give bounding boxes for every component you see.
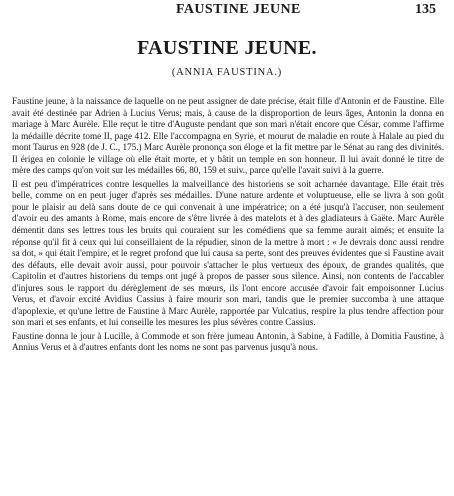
paragraph-1: Faustine jeune, à la naissance de laquelle on ne peut assigner de date précise, était fille d'Antonin et de Faustine. Elle avait été destinée par Adrien à Lucius Verus; mais, à cause de la disproportion de leurs âges, Antonin la donna en mariage à Marc Aurèle. Elle reçut le titre d'Auguste pendant que son mari n'était encore que César, comme l'affirme la médaille décrite tome II, page 412. Elle l'accompagna en Syrie, et mourut de maladie en route à Halale au pied du mont Taurus en 928 (de J. C., 175.) Marc Aurèle prononça son éloge et la fit mettre par le Sénat au rang des divinités. Il érigea en colonie le village où elle était morte, et y bâtit un temple en son honneur. Il lui avait donné le titre de mère des camps qu'on voit sur les médailles 66, 80, 159 et suiv., parce qu'elle l'avait suivi à la guerre. xyxy=(12,96,444,176)
page-number: 135 xyxy=(415,2,436,17)
running-head xyxy=(0,2,454,20)
paragraph-2: Il est peu d'impératrices contre lesquelles la malveillance des historiens se soit acharnée davantage. Elle était très belle, comme on en peut juger d'après ses médailles. D'une nature ardente et voluptueuse, elle se livra à son goût pour le plaisir au delà sans doute de ce qui convenait à une impératrice; on a été jusqu'à l'accuser, non seulement d'avoir eu des amants à Rome, mais encore de s'être livrée à des matelots et à des gladiateurs à Gaëte. Marc Aurèle démentit dans ses lettres tous les bruits qui couraient sur les comédiens que sa femme aurait aimés; et ensuite la réponse qu'il fit à ceux qui lui conseillaient de la répudier, sinon de la mettre à mort : « Je devrais donc aussi rendre sa dot, » qui était l'empire, et le regret profond que lui causa sa perte, sont des preuves évidentes que si Faustine avait des défauts, elle devait avoir aussi, pour pouvoir s'attacher le plus vertueux des époux, de grandes qualités, que Capitolin et d'autres historiens du temps ont jugé à propos de passer sous silence. Ainsi, non contents de l'accabler d'injures sous le rapport du dérèglement de ses mœurs, ils l'ont encore accusée d'avoir fait empoisonner Lucius Verus, et d'avoir excité Avidius Cassius à faire mourir son mari, tandis que le premier succomba à une attaque d'apoplexie, et qu'une lettre de Faustine à Marc Aurèle, rapportée par Vulcatius, respire la plus tendre affection pour son mari et ses enfants, et lui conseille les mesures les plus sévères contre Cassius. xyxy=(12,178,444,328)
body-text xyxy=(12,96,444,354)
chapter-title: FAUSTINE JEUNE. xyxy=(137,37,317,59)
paragraph-3: Faustine donna le jour à Lucille, à Commode et son frère jumeau Antonin, à Sabine, à Fadille, à Domitia Faustine, à Annius Verus et à d'autres enfants dont les noms ne sont pas parvenus jusqu'à nous. xyxy=(12,330,444,353)
running-title: FAUSTINE JEUNE xyxy=(176,2,301,17)
chapter-subtitle: (ANNIA FAUSTINA.) xyxy=(171,67,283,78)
